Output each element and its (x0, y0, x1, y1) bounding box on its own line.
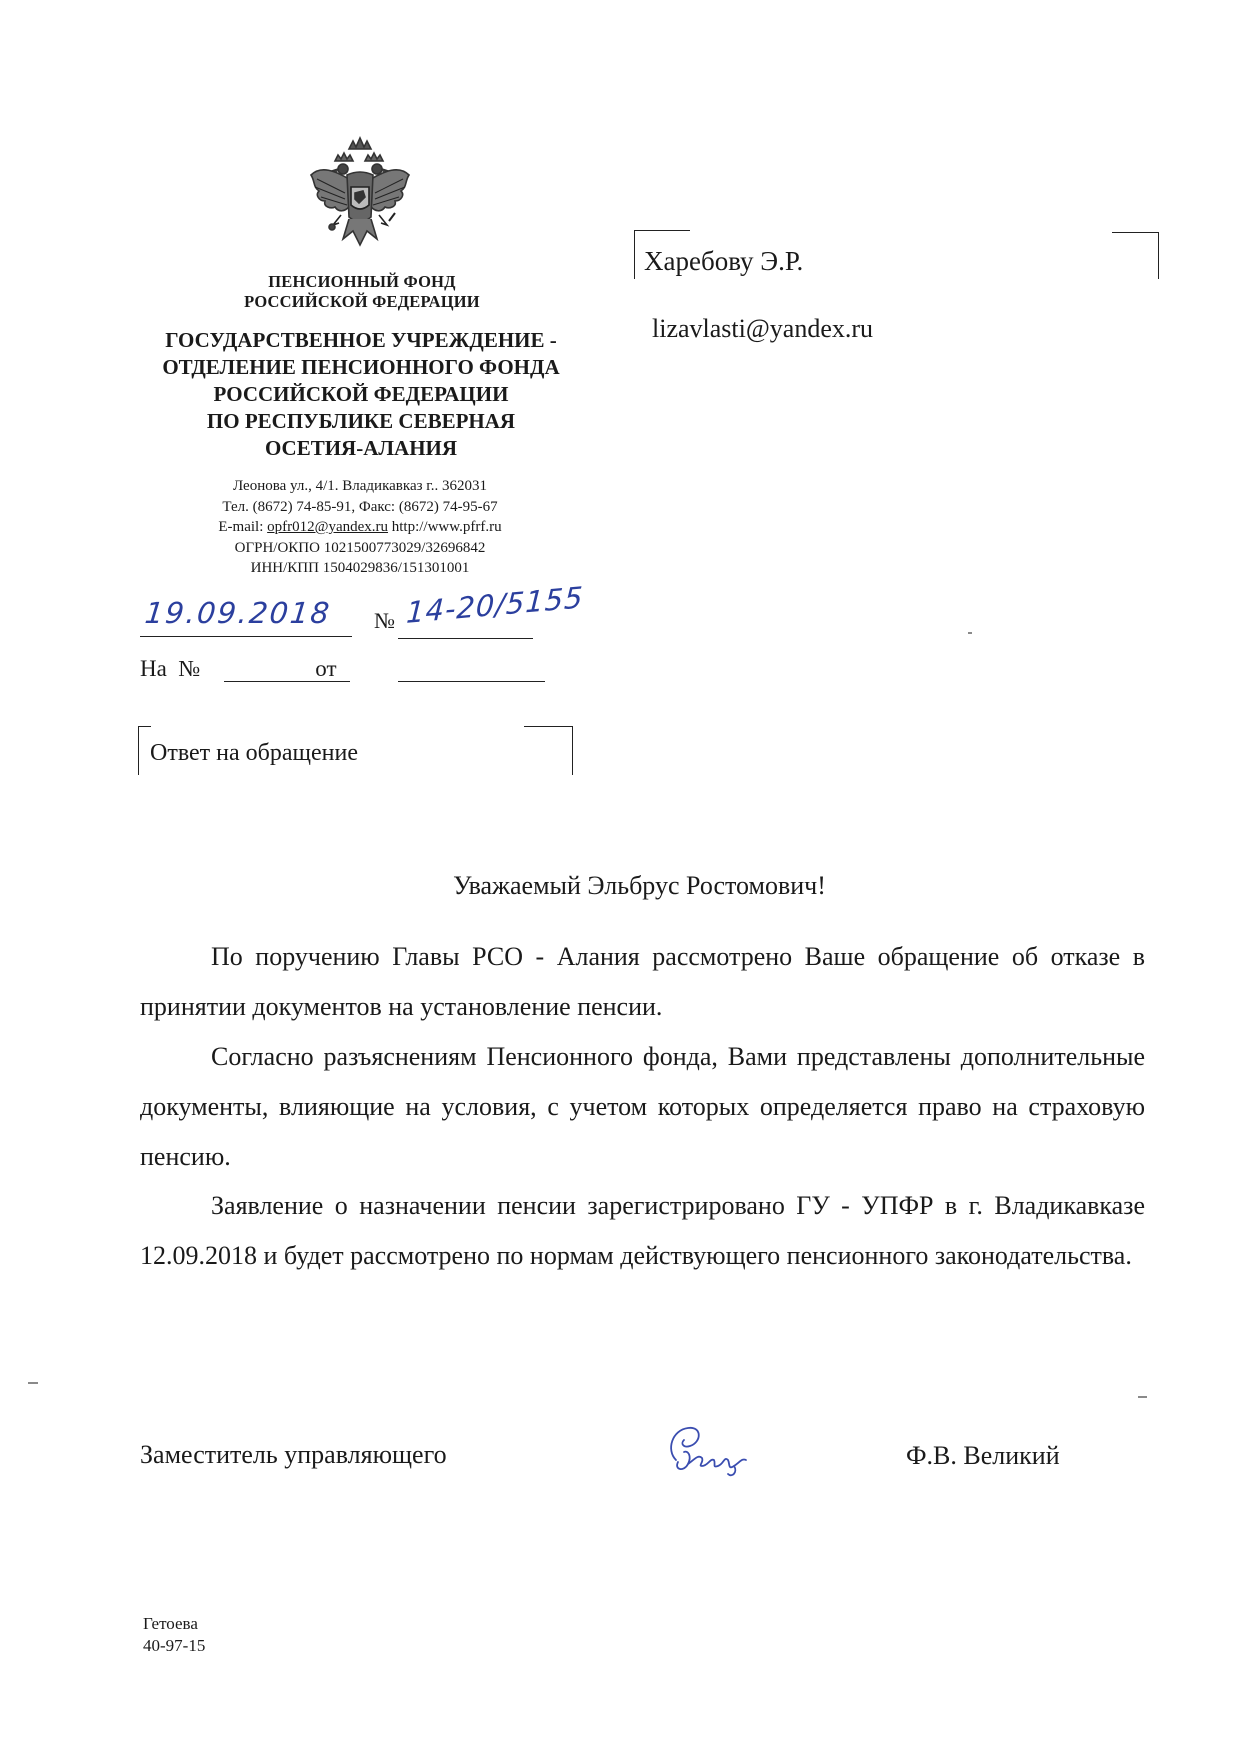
letter-subject: Ответ на обращение (150, 740, 358, 766)
body-paragraph: По поручению Главы РСО - Алания рассмотрено Ваше обращение об отказе в принятии документов на установление пенсии. (140, 942, 1145, 1021)
org-name-full (130, 327, 592, 462)
org-name-small (202, 272, 522, 312)
org-name-line: ГОСУДАРСТВЕННОЕ УЧРЕЖДЕНИЕ - (165, 328, 557, 352)
reference-line: На № от (140, 656, 337, 681)
org-name-line: ОТДЕЛЕНИЕ ПЕНСИОННОГО ФОНДА (162, 355, 560, 379)
org-name-line: ПО РЕСПУБЛИКЕ СЕВЕРНАЯ (206, 409, 516, 433)
org-email-link[interactable]: opfr012@yandex.ru (267, 519, 389, 535)
org-name-line: РОССИЙСКОЙ ФЕДЕРАЦИИ (213, 382, 509, 406)
org-contacts (150, 476, 570, 579)
org-email-line (150, 517, 570, 538)
handwritten-signature (658, 1420, 768, 1480)
signatory-title: Заместитель управляющего (140, 1440, 447, 1469)
body-paragraph: Согласно разъяснениям Пенсионного фонда, Вами представлены дополнительные документы, влияющие на условия, с учетом которых определяется право на страховую пенсию. (140, 1042, 1145, 1171)
addressee-bracket-right (1112, 232, 1159, 279)
org-name-small-line: РОССИЙСКОЙ ФЕДЕРАЦИИ (244, 292, 480, 311)
executor-phone: 40-97-15 (143, 1636, 206, 1655)
signatory-name: Ф.В. Великий (906, 1441, 1060, 1470)
addressee-name: Харебову Э.Р. (644, 246, 804, 276)
executor-name: Гетоева (143, 1614, 198, 1633)
subject-bracket-right (524, 726, 573, 775)
outgoing-date-underline (140, 636, 352, 637)
outgoing-date: 19.09.2018 (143, 596, 333, 630)
scan-speck (28, 1382, 38, 1384)
body-paragraph: Заявление о назначении пенсии зарегистрировано ГУ - УПФР в г. Владикавказе 12.09.2018 и будет рассмотрено по нормам действующего пенсионного законодательства. (140, 1191, 1145, 1270)
org-name-small-line: ПЕНСИОННЫЙ ФОНД (268, 272, 456, 291)
org-phone-fax: Тел. (8672) 74-85-91, Факс: (8672) 74-95-67 (222, 498, 498, 515)
scan-speck (1138, 1396, 1147, 1398)
coat-of-arms-emblem (305, 135, 415, 253)
outgoing-number-label: № (374, 608, 395, 633)
org-ogrn: ОГРН/ОКПО 1021500773029/32696842 (234, 539, 486, 556)
outgoing-number: 14-20/5155 (405, 580, 585, 630)
reference-date-underline (398, 681, 545, 682)
org-inn: ИНН/КПП 1504029836/151301001 (250, 560, 470, 576)
org-website: http://www.pfrf.ru (388, 519, 502, 535)
scan-speck (968, 632, 972, 634)
org-name-line: ОСЕТИЯ-АЛАНИЯ (264, 436, 458, 460)
org-email-label: E-mail: (218, 519, 268, 535)
salutation: Уважаемый Эльбрус Ростомович! (453, 871, 826, 900)
addressee-email[interactable]: lizavlasti@yandex.ru (652, 314, 874, 343)
outgoing-number-underline (398, 638, 533, 639)
org-address: Леонова ул., 4/1. Владикавказ г.. 362031 (232, 478, 487, 494)
reference-number-underline (224, 681, 350, 682)
